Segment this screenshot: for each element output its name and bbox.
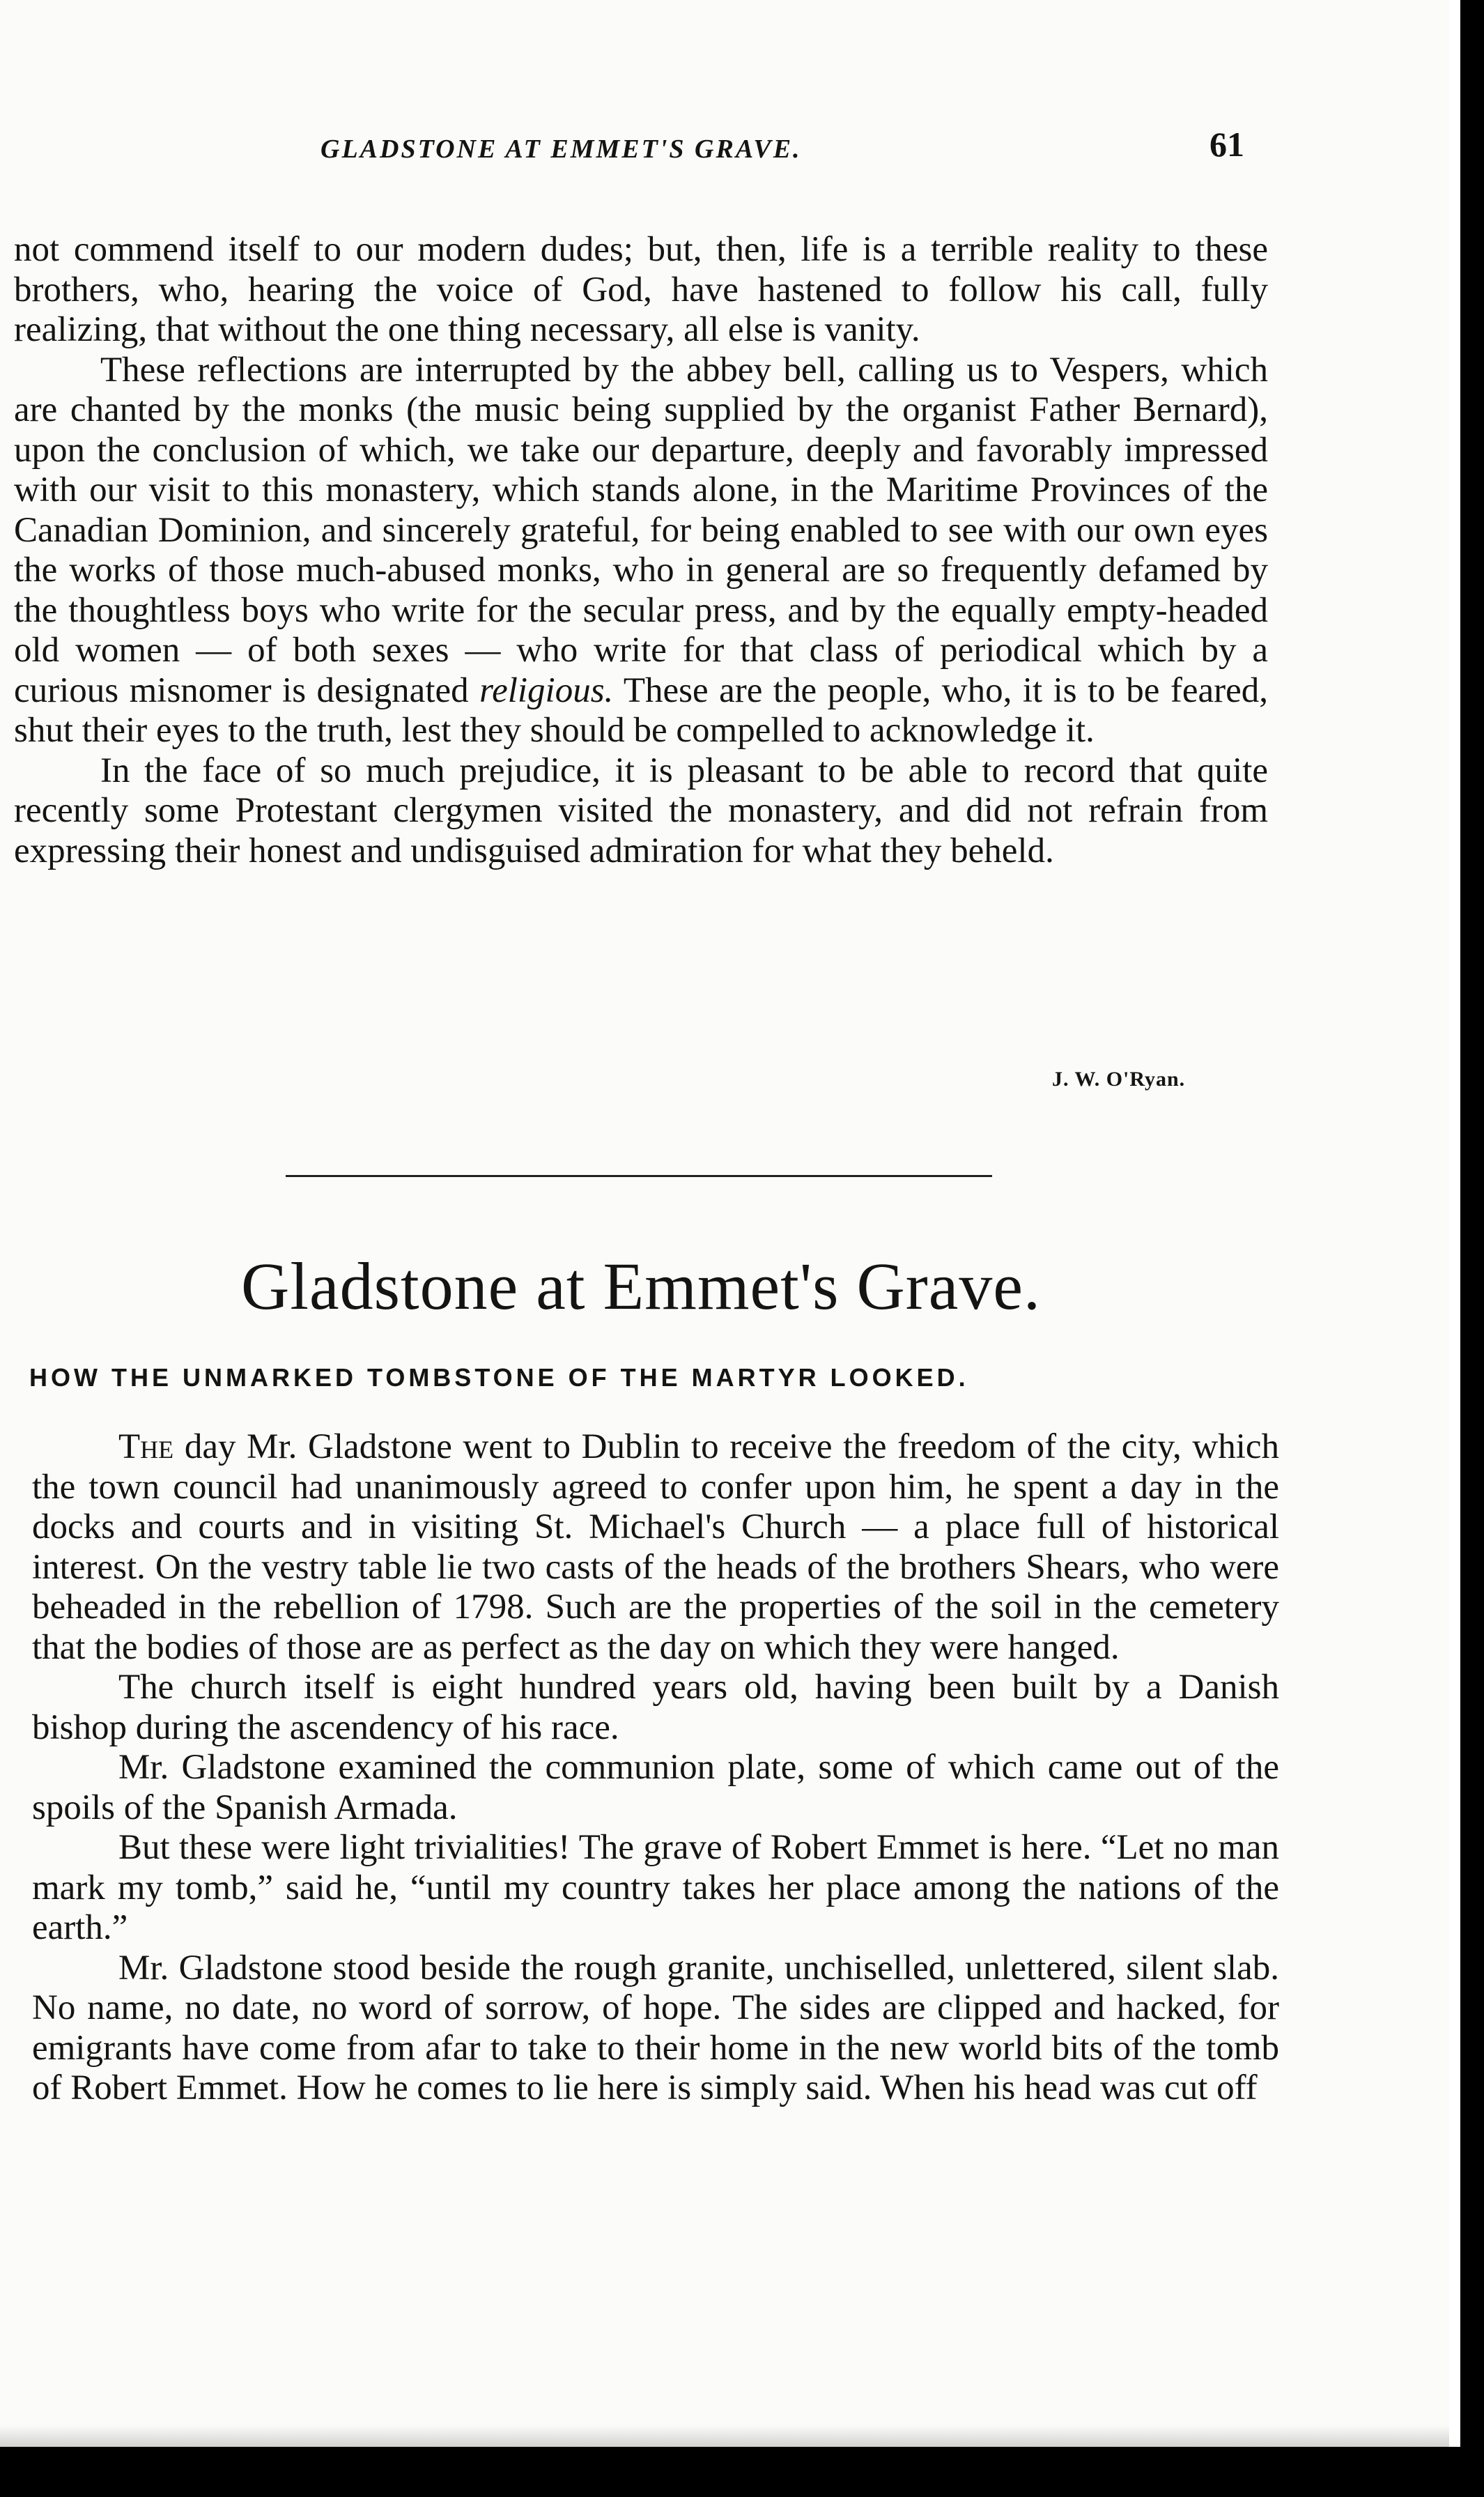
- section-divider: [286, 1175, 992, 1177]
- article-text: [32, 1427, 1279, 2109]
- author-signature: J. W. O'Ryan.: [1052, 1068, 1186, 1091]
- paragraph: not commend itself to our modern dudes; but, then, life is a terrible reality to these brothers, who, hearing the voice of God, have hastened to follow his call, fully realizing, that without the one thing necessary, all else is vanity.: [14, 230, 1268, 349]
- paragraph: [14, 351, 1268, 751]
- lead-word: The: [118, 1427, 174, 1466]
- scan-edge-bottom: [0, 2447, 1484, 2497]
- scan-edge-right: [1460, 0, 1484, 2497]
- paragraph: Mr. Gladstone examined the communion plate, some of which came out of the spoils of the Spanish Armada.: [32, 1748, 1279, 1827]
- article-title: Gladstone at Emmet's Grave.: [241, 1249, 1041, 1323]
- paragraph: In the face of so much prejudice, it is pleasant to be able to record that quite recently some Protestant clergymen visited the monastery, and did not refrain from expressing their honest and undisguised admiration for what they beheld.: [14, 751, 1268, 870]
- paragraph: [32, 1427, 1279, 1668]
- paragraph: The church itself is eight hundred years old, having been built by a Danish bishop during the ascendency of his race.: [32, 1668, 1279, 1747]
- page-fold-shadow: [0, 2425, 1449, 2449]
- italic-word: religious.: [479, 670, 614, 710]
- article-subheading: HOW THE UNMARKED TOMBSTONE OF THE MARTYR LOOKED.: [29, 1363, 969, 1392]
- page-number: 61: [1209, 125, 1244, 164]
- running-head: GLADSTONE AT EMMET'S GRAVE.: [320, 135, 802, 164]
- paragraph-text: day Mr. Gladstone went to Dublin to receive the freedom of the city, which the town council had unanimously agreed to confer upon him, he spent a day in the docks and courts and in visiting St. Michael's Church — a place full of historical interest. On the vestry table lie two casts of the heads of the brothers Shears, who were beheaded in the rebellion of 1798. Such are the properties of the soil in the cemetery that the bodies of those are as perfect as the day on which they were hanged.: [32, 1427, 1280, 1667]
- paragraph: But these were light trivialities! The grave of Robert Emmet is here. “Let no man mark my tomb,” said he, “until my country takes her place among the nations of the earth.”: [32, 1828, 1279, 1947]
- paragraph: Mr. Gladstone stood beside the rough granite, unchiselled, unlettered, silent slab. No name, no date, no word of sorrow, of hope. The sides are clipped and hacked, for emigrants have come from afar to take to their home in the new world bits of the tomb of Robert Emmet. How he comes to lie here is simply said. When his head was cut off: [32, 1948, 1279, 2107]
- paragraph-text: These are the people, who, it is to be feared, shut their eyes to the truth, lest they should be compelled to acknowledge it.: [14, 670, 1268, 750]
- paragraph-text: These reflections are interrupted by the abbey bell, calling us to Vespers, which are chanted by the monks (the music being supplied by the organist Father Bernard), upon the conclusion of which, we take our departure, deeply and favorably impressed with our visit to this monastery, which stands alone, in the Maritime Provinces of the Canadian Dominion, and sincerely grateful, for being enabled to see with our own eyes the works of those much-abused monks, who in general are so frequently defamed by the thoughtless boys who write for the secular press, and by the equally empty-headed old women — of both sexes — who write for that class of periodical which by a curious misnomer is designated: [14, 350, 1268, 710]
- previous-article-text: [14, 230, 1268, 871]
